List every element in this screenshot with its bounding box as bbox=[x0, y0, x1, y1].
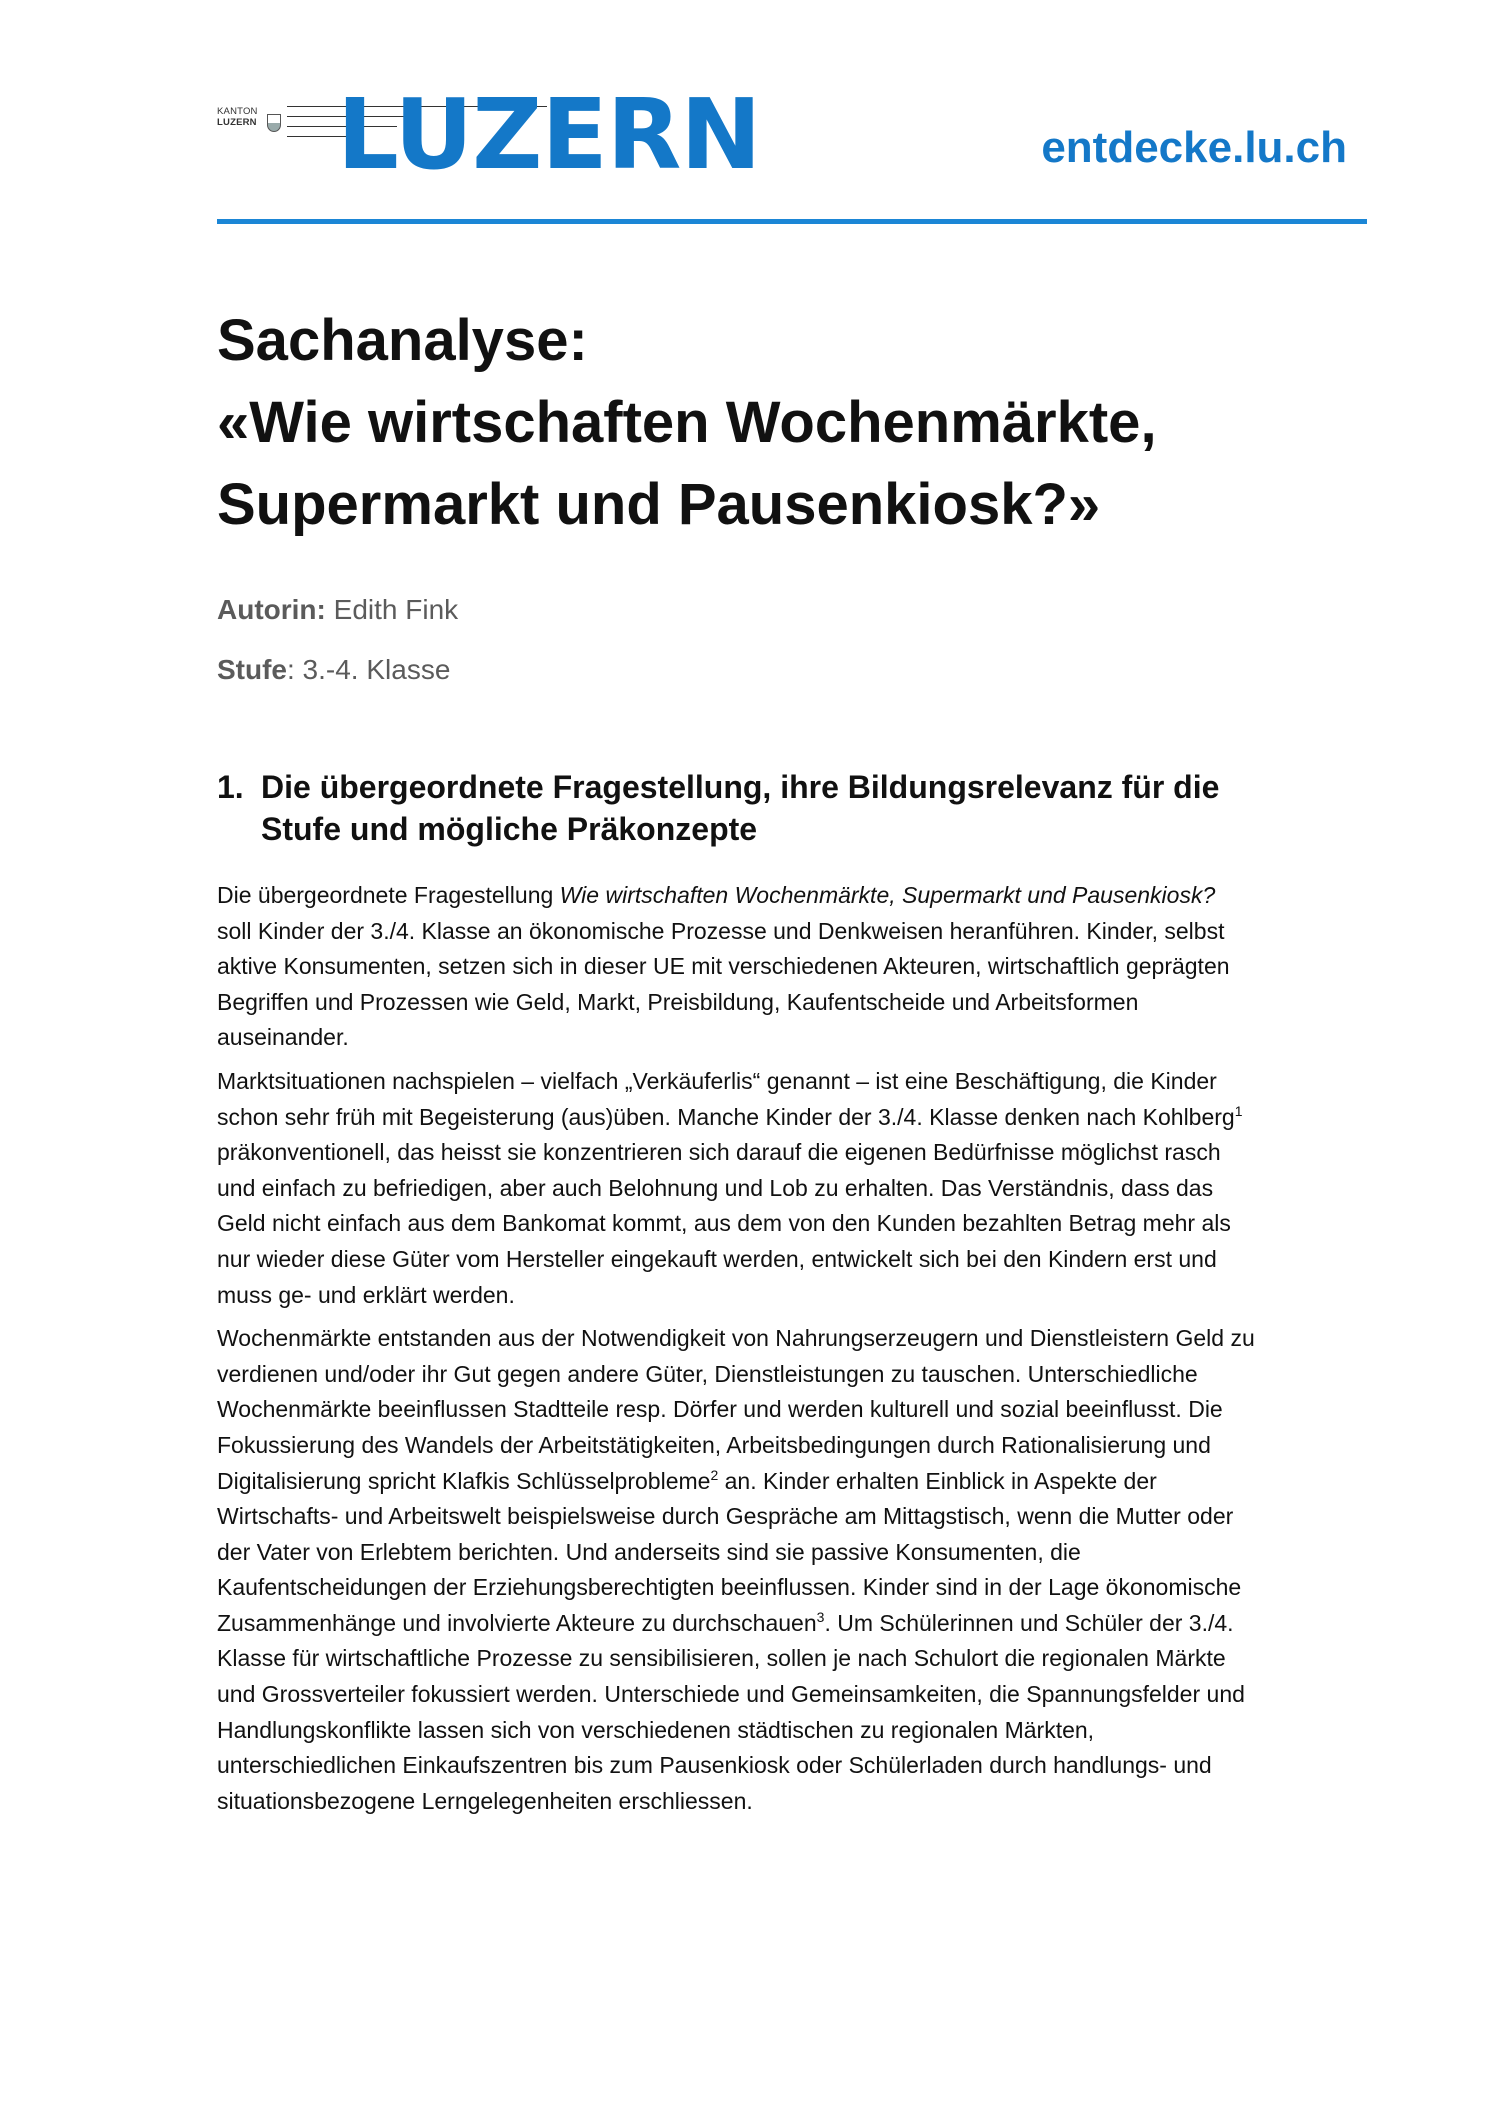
title-line-1: Sachanalyse: bbox=[217, 308, 588, 373]
text-span: schon sehr früh mit Begeisterung (aus)üben. Manche Kinder der 3./4. Klasse denken nach Kohlberg bbox=[217, 1103, 1235, 1130]
text-line: Klasse für wirtschaftliche Prozesse zu sensibilisieren, sollen je nach Schulort die regionalen Märkte bbox=[217, 1645, 1226, 1672]
text-line: aktive Konsumenten, setzen sich in dieser UE mit verschiedenen Akteuren, wirtschaftlich geprägten bbox=[217, 953, 1230, 980]
text-line bbox=[217, 1100, 1372, 1136]
section-heading-1 bbox=[217, 766, 1367, 850]
text-line bbox=[217, 1464, 1372, 1500]
text-line: unterschiedlichen Einkaufszentren bis zum Pausenkiosk oder Schülerladen durch handlungs- und bbox=[217, 1752, 1212, 1779]
text-line: und einfach zu befriedigen, aber auch Belohnung und Lob zu erhalten. Das Verständnis, dass das bbox=[217, 1174, 1214, 1201]
site-url[interactable]: entdecke.lu.ch bbox=[1041, 123, 1347, 172]
text-span: Digitalisierung spricht Klafkis Schlüsselprobleme bbox=[217, 1467, 711, 1494]
text-line: Wirtschafts- und Arbeitswelt beispielsweise durch Gespräche am Mittagstisch, wenn die Mutter oder bbox=[217, 1503, 1234, 1530]
text-line: und Grossverteiler fokussiert werden. Unterschiede und Gemeinsamkeiten, die Spannungsfelder und bbox=[217, 1681, 1245, 1708]
text-line: Handlungskonflikte lassen sich von verschiedenen städtischen zu regionalen Märkten, bbox=[217, 1716, 1095, 1743]
text-line: Marktsituationen nachspielen – vielfach „Verkäuferlis“ genannt – ist eine Beschäftigung, die Kinder bbox=[217, 1067, 1217, 1094]
text-span: . Um Schülerinnen und Schüler der 3./4. bbox=[824, 1609, 1234, 1636]
text-line: situationsbezogene Lerngelegenheiten erschliessen. bbox=[217, 1787, 753, 1814]
footnote-ref-3[interactable]: 3 bbox=[816, 1608, 825, 1625]
level-label: Stufe bbox=[217, 654, 287, 685]
text-line: verdienen und/oder ihr Gut gegen andere Güter, Dienstleistungen zu tauschen. Unterschiedliche bbox=[217, 1360, 1198, 1387]
text-line: Begriffen und Prozessen wie Geld, Markt, Preisbildung, Kaufentscheide und Arbeitsformen bbox=[217, 988, 1139, 1015]
coat-of-arms-icon bbox=[267, 114, 281, 132]
header-divider bbox=[217, 219, 1367, 224]
author-value: Edith Fink bbox=[325, 594, 459, 625]
section-title-line-2: Stufe und mögliche Präkonzepte bbox=[261, 811, 758, 847]
text-line: nur wieder diese Güter vom Hersteller eingekauft werden, entwickelt sich bei den Kindern erst und bbox=[217, 1245, 1217, 1272]
author-line bbox=[217, 592, 1117, 628]
text-span: an. Kinder erhalten Einblick in Aspekte der bbox=[718, 1467, 1157, 1494]
text-line: auseinander. bbox=[217, 1024, 349, 1051]
section-title-line-1: Die übergeordnete Fragestellung, ihre Bildungsrelevanz für die bbox=[261, 769, 1220, 805]
italic-question: Wie wirtschaften Wochenmärkte, Supermarkt und Pausenkiosk? bbox=[559, 882, 1216, 908]
text-line bbox=[217, 1606, 1372, 1642]
paragraph-1 bbox=[217, 878, 1372, 1056]
text-line: soll Kinder der 3./4. Klasse an ökonomische Prozesse und Denkweisen heranführen. Kinder, selbst bbox=[217, 917, 1225, 944]
text-span: Zusammenhänge und involvierte Akteure zu durchschauen bbox=[217, 1609, 817, 1636]
author-label: Autorin: bbox=[217, 594, 326, 625]
page-title bbox=[217, 300, 1367, 546]
kanton-label: KANTON bbox=[217, 106, 258, 117]
title-line-2: «Wie wirtschaften Wochenmärkte, bbox=[217, 390, 1157, 455]
paragraph-2 bbox=[217, 1064, 1372, 1313]
level-line bbox=[217, 652, 1117, 688]
text-line: Wochenmärkte beeinflussen Stadtteile resp. Dörfer und werden kulturell und sozial beeinflusst. Die bbox=[217, 1396, 1223, 1423]
text-line: Wochenmärkte entstanden aus der Notwendigkeit von Nahrungserzeugern und Dienstleistern Geld zu bbox=[217, 1325, 1255, 1352]
text-line: der Vater von Erlebtem berichten. Und anderseits sind sie passive Konsumenten, die bbox=[217, 1538, 1081, 1565]
kanton-luzern-mark bbox=[217, 106, 285, 140]
kanton-name: LUZERN bbox=[217, 117, 257, 128]
text-line bbox=[217, 878, 1372, 914]
page-header bbox=[217, 78, 1367, 227]
text-line: Geld nicht einfach aus dem Bankomat kommt, aus dem von den Kunden bezahlten Betrag mehr als bbox=[217, 1210, 1231, 1237]
paragraph-3 bbox=[217, 1321, 1372, 1819]
text-span: Die übergeordnete Fragestellung bbox=[217, 882, 560, 908]
text-line: muss ge- und erklärt werden. bbox=[217, 1281, 515, 1308]
body-text bbox=[217, 878, 1372, 1827]
section-number: 1. bbox=[217, 769, 244, 805]
text-line: Fokussierung des Wandels der Arbeitstätigkeiten, Arbeitsbedingungen durch Rationalisierung und bbox=[217, 1431, 1211, 1458]
level-value: : 3.-4. Klasse bbox=[287, 654, 451, 685]
text-line: präkonventionell, das heisst sie konzentrieren sich darauf die eigenen Bedürfnisse möglichst rasch bbox=[217, 1139, 1221, 1166]
footnote-ref-2[interactable]: 2 bbox=[710, 1466, 719, 1483]
luzern-logo: LUZERN bbox=[337, 78, 761, 191]
title-line-3: Supermarkt und Pausenkiosk?» bbox=[217, 472, 1101, 537]
text-line: Kaufentscheidungen der Erziehungsberechtigten beeinflussen. Kinder sind in der Lage ökonomische bbox=[217, 1574, 1242, 1601]
footnote-ref-1[interactable]: 1 bbox=[1234, 1102, 1243, 1119]
